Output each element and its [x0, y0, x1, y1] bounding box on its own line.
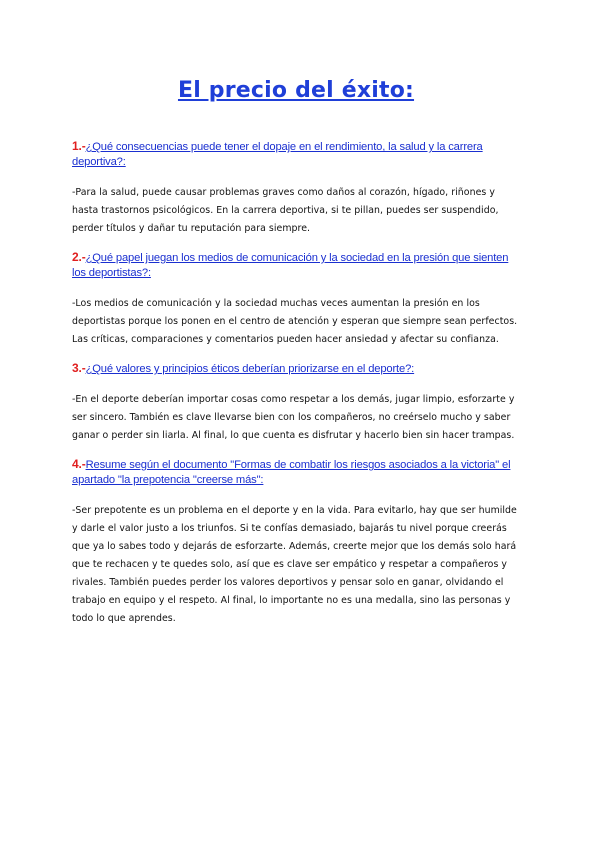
question-text: Resume según el documento "Formas de combatir los riesgos asociados a la victoria" el apartado "la prepotencia "creerse más":	[72, 459, 511, 486]
document-title: El precio del éxito:	[177, 78, 415, 103]
question-heading	[72, 139, 520, 170]
question-heading	[72, 457, 520, 488]
question-number: 4.-	[72, 457, 86, 471]
question-section-3	[72, 361, 520, 445]
question-text: ¿Qué papel juegan los medios de comunicación y la sociedad en la presión que sienten los deportistas?:	[72, 252, 509, 279]
question-heading	[72, 361, 520, 377]
question-number: 3.-	[72, 361, 86, 375]
answer-paragraph: -Ser prepotente es un problema en el deporte y en la vida. Para evitarlo, hay que ser humilde y darle el valor justo a los triunfos. Si te confías demasiado, bajarás tu nivel porque creerás que ya lo sabes todo y dejarás de esforzarte. Además, creerte mejor que los demás solo hará que te rechacen y te quedes solo, así que es clave ser empático y respetar a compañeros y rivales. También puedes perder los valores deportivos y pensar solo en ganar, olvidando el trabajo en equipo y el respeto. Al final, lo importante no es una medalla, sino las personas y todo lo que aprendes.	[72, 505, 517, 624]
question-number: 1.-	[72, 139, 86, 153]
question-section-1	[72, 139, 520, 238]
answer-paragraph: -Para la salud, puede causar problemas graves como daños al corazón, hígado, riñones y hasta trastornos psicológicos. En la carrera deportiva, si te pillan, puedes ser suspendido, perder títulos y dañar tu reputación para siempre.	[72, 187, 499, 234]
question-text: ¿Qué valores y principios éticos deberían priorizarse en el deporte?:	[85, 363, 415, 375]
question-section-2	[72, 250, 520, 349]
question-heading	[72, 250, 520, 281]
answer-paragraph: -Los medios de comunicación y la sociedad muchas veces aumentan la presión en los deportistas porque los ponen en el centro de atención y esperan que siempre sean perfectos. Las críticas, comparaciones y comentarios pueden hacer ansiedad y afectar su confianza.	[72, 298, 518, 345]
question-text: ¿Qué consecuencias puede tener el dopaje en el rendimiento, la salud y la carrera deportiva?:	[72, 141, 483, 168]
question-number: 2.-	[72, 250, 86, 264]
answer-paragraph: -En el deporte deberían importar cosas como respetar a los demás, jugar limpio, esforzarte y ser sincero. También es clave llevarse bien con los compañeros, no creérselo mucho y saber ganar o perder sin liarla. Al final, lo que cuenta es disfrutar y hacerlo bien sin hacer trampas.	[72, 394, 515, 441]
question-section-4	[72, 457, 520, 628]
